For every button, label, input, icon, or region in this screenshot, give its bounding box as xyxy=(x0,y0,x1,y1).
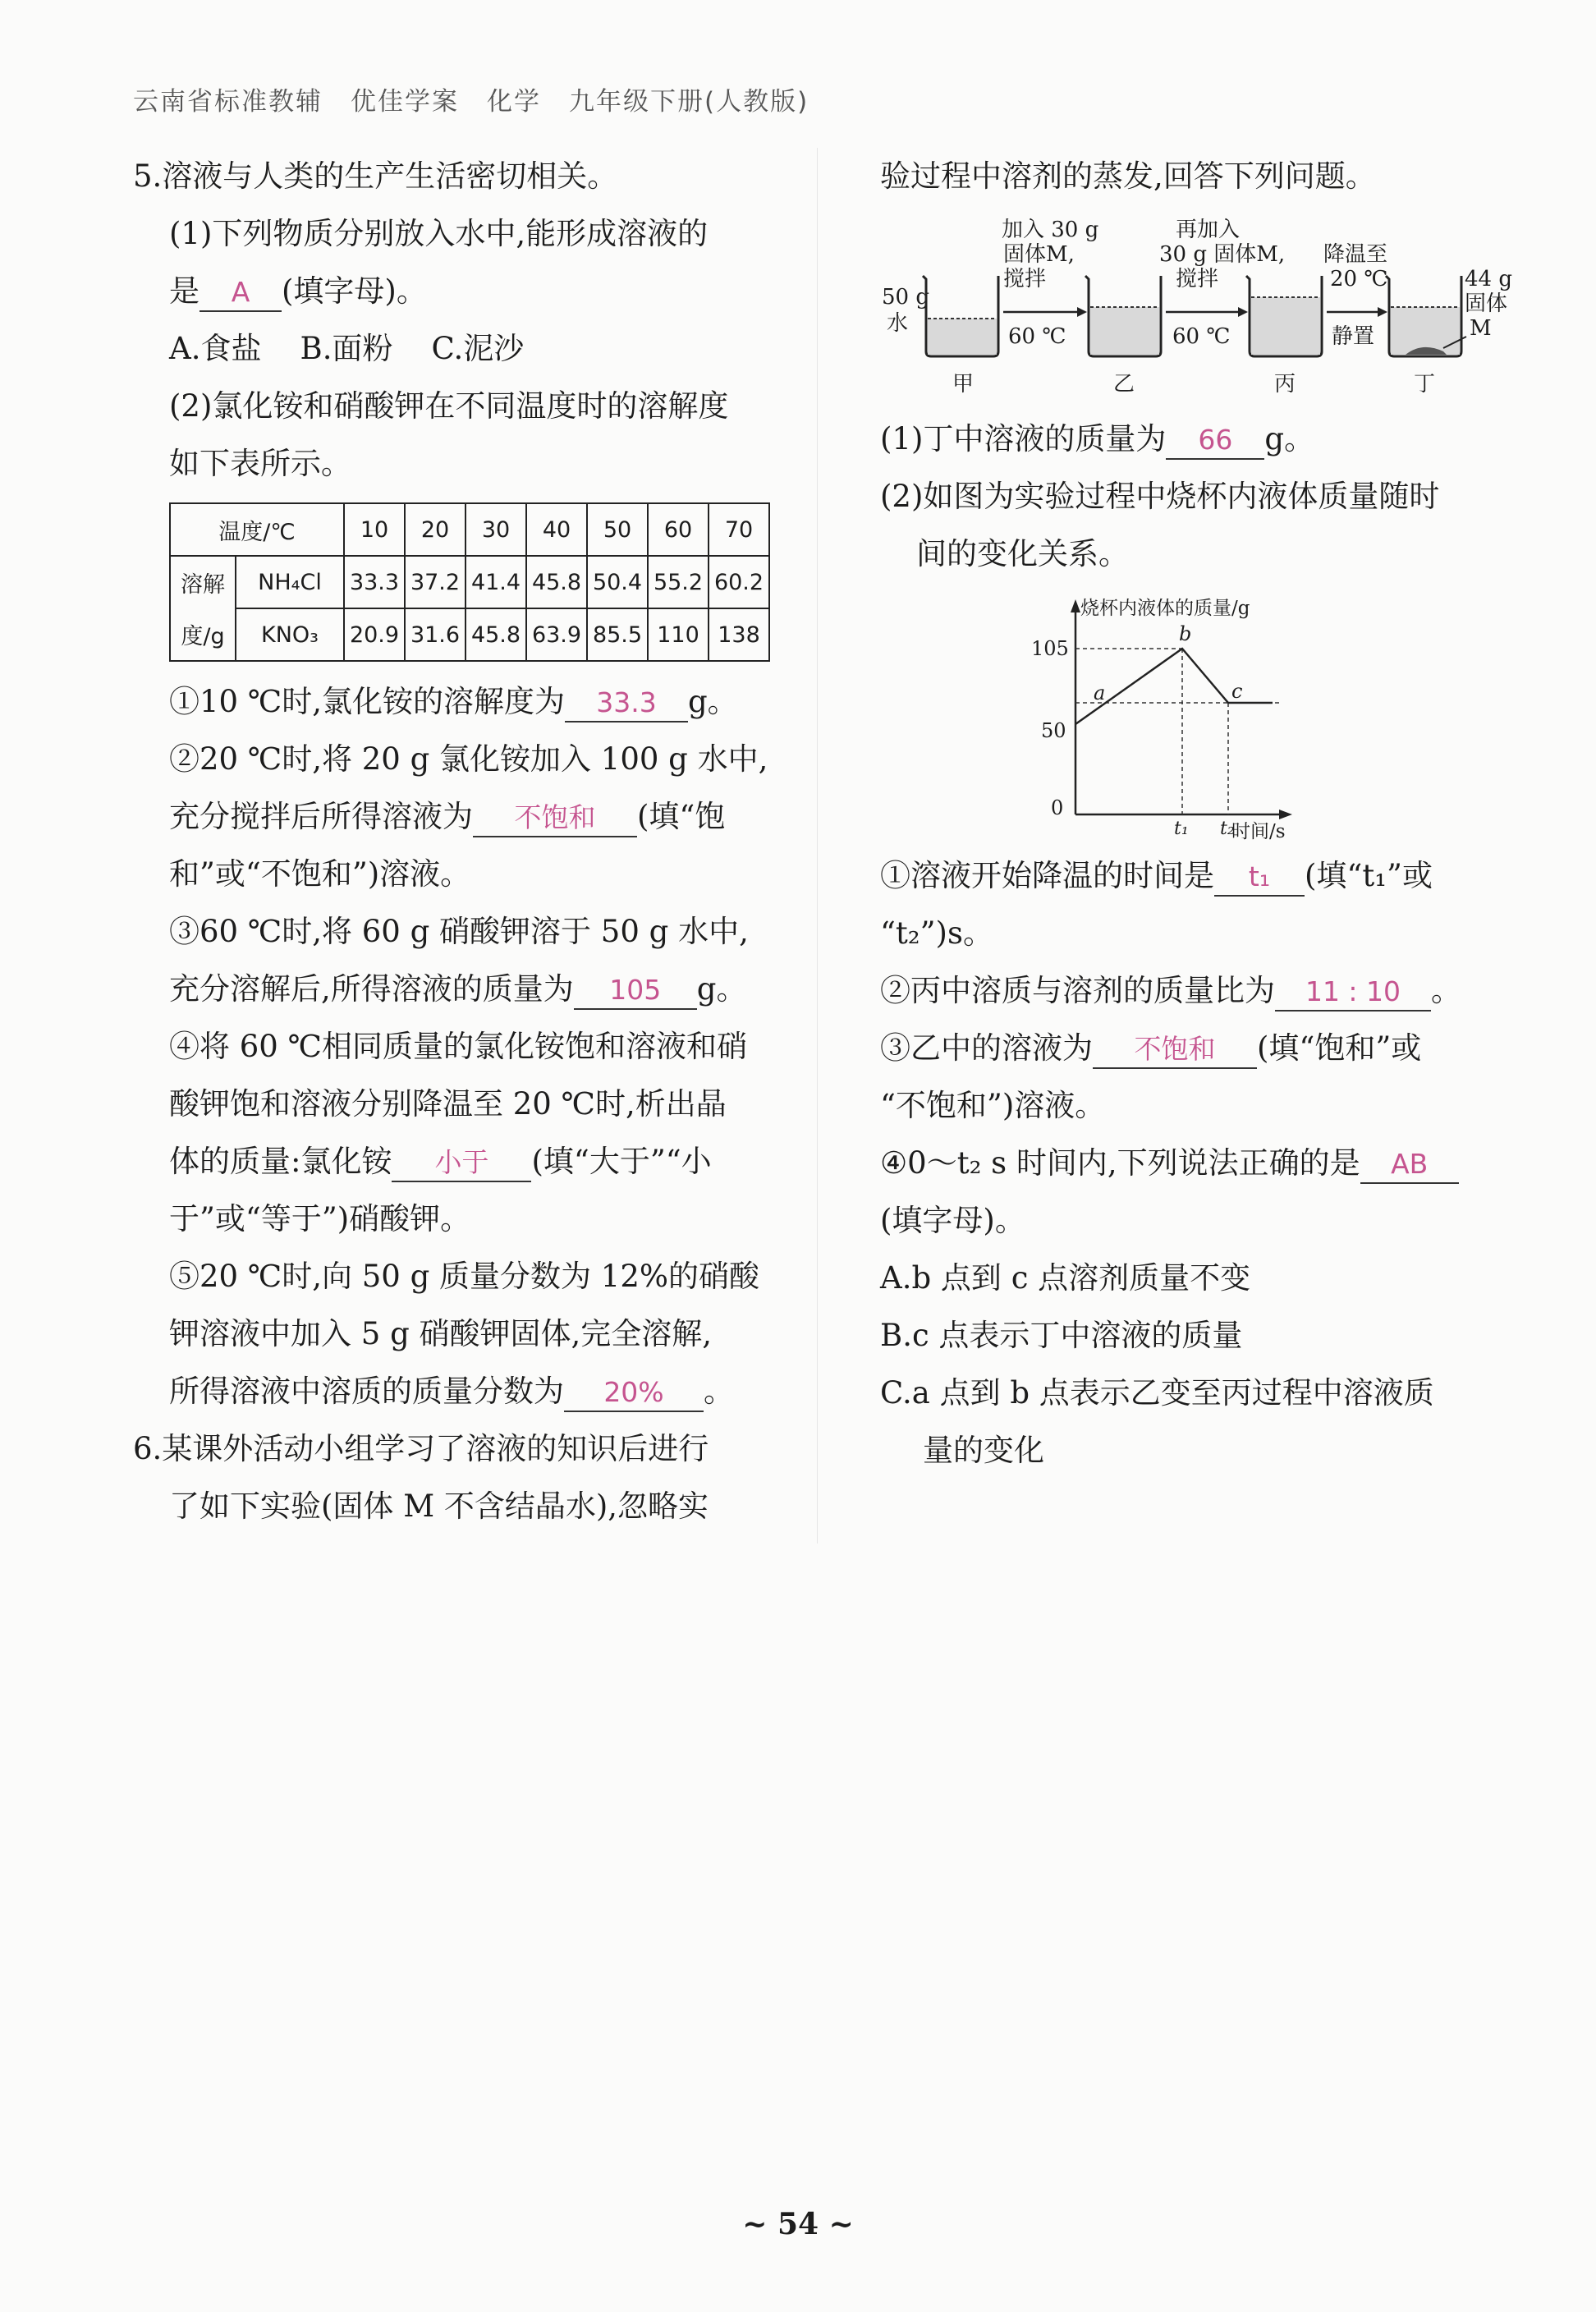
q6-g3-line2: “不饱和”)溶液。 xyxy=(880,1088,1106,1123)
solubility-table xyxy=(169,502,770,662)
page-number: ~ 54 ~ xyxy=(742,2207,854,2241)
beaker-ding xyxy=(1386,276,1466,356)
q5-p1-line2: 是 A (填字母)。 xyxy=(133,263,790,320)
y-tick-origin: 0 xyxy=(1051,796,1064,819)
label-jia: 甲 xyxy=(952,372,975,397)
column-divider xyxy=(817,148,818,1544)
q5-title: 5.溶液与人类的生产生活密切相关。 xyxy=(133,158,618,194)
table-cell: NH₄Cl xyxy=(236,556,344,608)
q5-s2-line2: 充分搅拌后所得溶液为 不饱和 (填“饱 xyxy=(133,788,790,846)
q5-options: A.食盐 B.面粉 C.泥沙 xyxy=(169,331,525,366)
right-column xyxy=(880,148,1512,1479)
table-cell: 50.4 xyxy=(587,556,648,608)
label-yi: 乙 xyxy=(1113,372,1135,397)
table-cell: 10 xyxy=(344,503,405,556)
table-cell: 20.9 xyxy=(344,608,405,661)
point-b: b xyxy=(1179,622,1192,645)
table-cell: 60 xyxy=(648,503,709,556)
table-cell: 37.2 xyxy=(405,556,466,608)
q6-title-line2: 了如下实验(固体 M 不含结晶水),忽略实 xyxy=(169,1489,709,1524)
table-cell: 138 xyxy=(709,608,769,661)
q6-g2: ②丙中溶质与溶剂的质量比为 11 : 10 。 xyxy=(880,962,1504,1020)
mass-time-graph xyxy=(1026,593,1322,842)
answer-blank[interactable]: 20% xyxy=(564,1374,704,1412)
water-mass-label: 50 g xyxy=(882,285,929,310)
q5-s4-line2: 酸钾饱和溶液分别降温至 20 ℃时,析出晶 xyxy=(169,1086,727,1122)
solid-line1: 44 g xyxy=(1465,267,1512,291)
point-c: c xyxy=(1231,680,1243,703)
q6-option-c-line1: C.a 点到 b 点表示乙变至丙过程中溶液质 xyxy=(880,1375,1434,1411)
table-cell: 45.8 xyxy=(526,556,587,608)
step3-line2: 20 ℃ xyxy=(1330,267,1388,291)
q5-p1-line1: (1)下列物质分别放入水中,能形成溶液的 xyxy=(169,216,709,251)
step2-temp: 60 ℃ xyxy=(1172,324,1231,349)
q6-option-b: B.c 点表示丁中溶液的质量 xyxy=(880,1318,1243,1353)
q6-g1-line1: ①溶液开始降温的时间是 t₁ (填“t₁”或 xyxy=(880,847,1504,905)
answer-blank[interactable]: A xyxy=(200,274,282,312)
q5-s4-line3: 体的质量:氯化铵 小于 (填“大于”“小 xyxy=(133,1133,790,1190)
q5-s5-line3: 所得溶液中溶质的质量分数为 20% 。 xyxy=(133,1363,790,1420)
label-ding: 丁 xyxy=(1414,372,1436,397)
q5-s2-line1: ②20 ℃时,将 20 g 氯化铵加入 100 g 水中, xyxy=(169,741,768,777)
step3-line1: 降温至 xyxy=(1323,242,1388,267)
step2-line1: 再加入 xyxy=(1176,218,1241,242)
table-cell: 110 xyxy=(648,608,709,661)
table-cell: 50 xyxy=(587,503,648,556)
q5-s3-line2: 充分溶解后,所得溶液的质量为 105 g。 xyxy=(133,961,790,1018)
water-label: 水 xyxy=(887,311,909,336)
tick-t2: t₂ xyxy=(1220,819,1235,839)
table-cell: 度/g xyxy=(170,608,236,661)
answer-blank[interactable]: 不饱和 xyxy=(1093,1031,1257,1069)
q5-s1: ①10 ℃时,氯化铵的溶解度为 33.3 g。 xyxy=(133,673,790,731)
answer-blank[interactable]: 小于 xyxy=(392,1145,531,1182)
q5-s3-line1: ③60 ℃时,将 60 g 硝酸钾溶于 50 g 水中, xyxy=(169,914,749,949)
answer-blank[interactable]: AB xyxy=(1360,1146,1459,1184)
step1-line1: 加入 30 g xyxy=(1002,218,1099,242)
beaker-yi xyxy=(1085,276,1161,356)
q6-title-line3: 验过程中溶剂的蒸发,回答下列问题。 xyxy=(880,158,1376,194)
table-header-row xyxy=(170,503,769,556)
q6-option-c-line2: 量的变化 xyxy=(923,1433,1044,1468)
q6-g3-line1: ③乙中的溶液为 不饱和 (填“饱和”或 xyxy=(880,1020,1504,1077)
q6-g4-line1: ④0～t₂ s 时间内,下列说法正确的是 AB xyxy=(880,1135,1504,1192)
solid-line3: M xyxy=(1470,316,1492,341)
experiment-diagram xyxy=(880,213,1512,402)
step3-line3: 静置 xyxy=(1332,324,1375,349)
q6-option-a: A.b 点到 c 点溶剂质量不变 xyxy=(880,1260,1251,1296)
left-column xyxy=(133,148,790,1535)
answer-blank[interactable]: 11 : 10 xyxy=(1275,974,1431,1012)
header-grade: 九年级下册(人教版) xyxy=(569,87,809,117)
q5-p2-line1: (2)氯化铵和硝酸钾在不同温度时的溶解度 xyxy=(169,388,729,424)
header-subject: 化学 xyxy=(487,87,541,117)
q6-p2-line2: 间的变化关系。 xyxy=(916,536,1129,571)
table-cell: 41.4 xyxy=(466,556,526,608)
step1-temp: 60 ℃ xyxy=(1008,324,1066,349)
q5-s4-line4: 于”或“等于”)硝酸钾。 xyxy=(169,1201,471,1236)
table-cell: 45.8 xyxy=(466,608,526,661)
table-cell: 70 xyxy=(709,503,769,556)
label-bing: 丙 xyxy=(1274,372,1296,397)
table-cell: 33.3 xyxy=(344,556,405,608)
y-axis-label: 烧杯内液体的质量/g xyxy=(1080,598,1250,619)
table-cell: 溶解 xyxy=(170,556,236,608)
q6-g1-line2: “t₂”)s。 xyxy=(880,915,993,951)
tick-t1: t₁ xyxy=(1174,819,1189,839)
y-tick-105: 105 xyxy=(1031,637,1069,660)
table-cell: 31.6 xyxy=(405,608,466,661)
x-axis-label: 时间/s xyxy=(1231,821,1286,842)
table-cell: 63.9 xyxy=(526,608,587,661)
answer-blank[interactable]: t₁ xyxy=(1214,859,1305,897)
q5-s5-line1: ⑤20 ℃时,向 50 g 质量分数为 12%的硝酸 xyxy=(169,1259,760,1294)
step2-line3: 搅拌 xyxy=(1176,267,1219,291)
table-cell: 85.5 xyxy=(587,608,648,661)
table-row xyxy=(170,608,769,661)
q5-p2-line2: 如下表所示。 xyxy=(169,446,351,481)
q6-g4-line2: (填字母)。 xyxy=(880,1203,1025,1238)
step2-line2: 30 g 固体M, xyxy=(1159,242,1286,267)
q6-p1: (1)丁中溶液的质量为 66 g。 xyxy=(880,411,1504,468)
table-cell: KNO₃ xyxy=(236,608,344,661)
solid-line2: 固体 xyxy=(1465,291,1508,316)
y-tick-50: 50 xyxy=(1041,719,1066,742)
q5-s5-line2: 钾溶液中加入 5 g 硝酸钾固体,完全溶解, xyxy=(169,1316,713,1351)
beaker-jia xyxy=(923,276,998,356)
table-row xyxy=(170,556,769,608)
step1-line3: 搅拌 xyxy=(1003,267,1047,291)
table-cell: 55.2 xyxy=(648,556,709,608)
answer-blank[interactable]: 33.3 xyxy=(565,685,688,722)
table-cell: 20 xyxy=(405,503,466,556)
q5-s2-line3: 和”或“不饱和”)溶液。 xyxy=(169,856,471,892)
point-a: a xyxy=(1094,681,1106,704)
header-book: 优佳学案 xyxy=(351,87,459,117)
answer-blank[interactable]: 105 xyxy=(574,972,697,1010)
header-series: 云南省标准教辅 xyxy=(133,87,323,117)
answer-blank[interactable]: 不饱和 xyxy=(473,800,637,837)
table-cell: 40 xyxy=(526,503,587,556)
page-header xyxy=(133,80,837,117)
table-cell: 60.2 xyxy=(709,556,769,608)
answer-blank[interactable]: 66 xyxy=(1166,422,1264,460)
q6-p2-line1: (2)如图为实验过程中烧杯内液体质量随时 xyxy=(880,479,1440,514)
step1-line2: 固体M, xyxy=(1003,242,1075,267)
beaker-bing xyxy=(1246,276,1322,356)
q5-s4-line1: ④将 60 ℃相同质量的氯化铵饱和溶液和硝 xyxy=(169,1029,747,1064)
q6-title-line1: 6.某课外活动小组学习了溶液的知识后进行 xyxy=(133,1431,709,1466)
table-cell: 30 xyxy=(466,503,526,556)
table-cell: 温度/℃ xyxy=(170,503,344,556)
